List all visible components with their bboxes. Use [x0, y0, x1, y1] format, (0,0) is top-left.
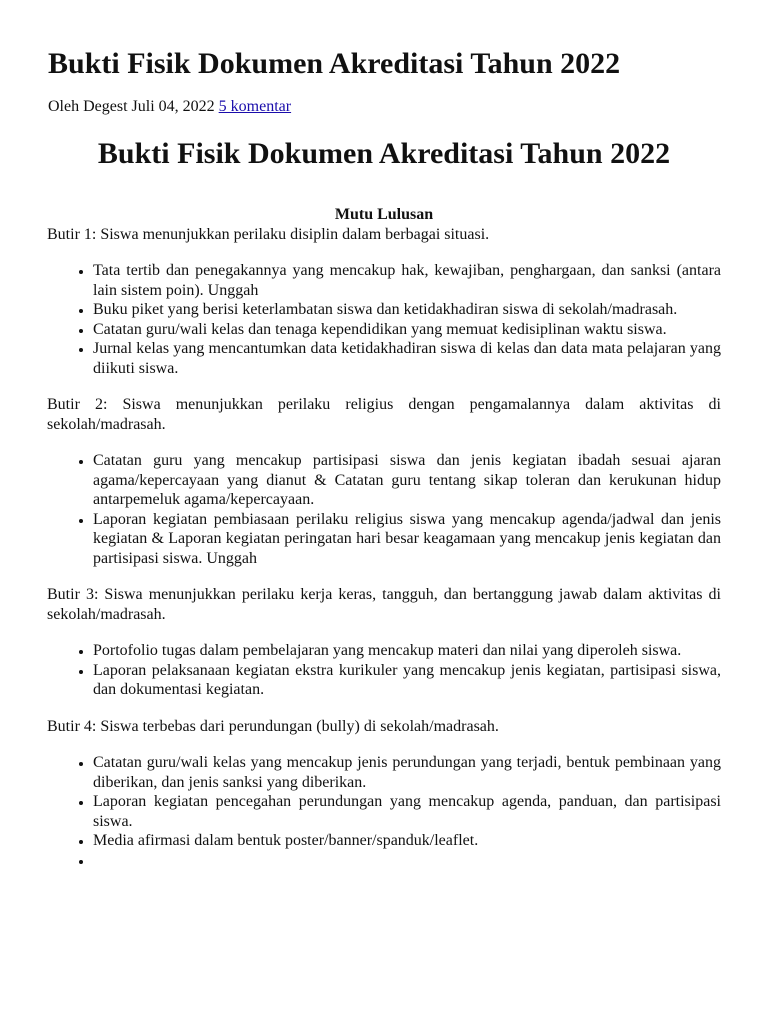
butir-4-list [47, 753, 721, 870]
post-meta [48, 97, 291, 117]
list-item: • Laporan kegiatan pencegahan perundungan yang mencakup agenda, panduan, dan partisipasi siswa. [93, 792, 721, 831]
list-item: • Catatan guru/wali kelas dan tenaga kependidikan yang memuat kedisiplinan waktu siswa. [93, 320, 721, 340]
article-body [47, 134, 721, 870]
list-item: • Catatan guru yang mencakup partisipasi siswa dan jenis kegiatan ibadah sesuai ajaran agama/kepercayaan yang dianut & Catatan guru tentang sikap toleran dan kerukunan hidup antarpemeluk agama/kepercayaan. [93, 451, 721, 510]
article-heading: Bukti Fisik Dokumen Akreditasi Tahun 2022 [97, 137, 671, 170]
butir-4-text: Butir 4: Siswa terbebas dari perundungan (bully) di sekolah/madrasah. [47, 717, 499, 735]
section-title: Mutu Lulusan [334, 206, 434, 223]
butir-1-list [47, 261, 721, 378]
post-title: Bukti Fisik Dokumen Akreditasi Tahun 2022 [48, 47, 621, 80]
list-item: • Catatan guru/wali kelas yang mencakup jenis perundungan yang terjadi, bentuk pembinaan yang diberikan, dan jenis sanksi yang diberikan. [93, 753, 721, 792]
list-item: • Portofolio tugas dalam pembelajaran yang mencakup materi dan nilai yang diperoleh siswa. [93, 641, 721, 661]
butir-3-text: Butir 3: Siswa menunjukkan perilaku kerja keras, tangguh, dan bertanggung jawab dalam aktivitas di sekolah/madrasah. [47, 586, 721, 623]
butir-2-text: Butir 2: Siswa menunjukkan perilaku religius dengan pengamalannya dalam aktivitas di sekolah/madrasah. [47, 396, 721, 433]
comments-link[interactable]: 5 komentar [218, 98, 292, 115]
list-item-empty [93, 851, 721, 870]
list-item: • Jurnal kelas yang mencantumkan data ketidakhadiran siswa di kelas dan data mata pelajaran yang diikuti siswa. [93, 339, 721, 378]
butir-2-list [47, 451, 721, 568]
butir-3-list [47, 641, 721, 700]
list-item: • Tata tertib dan penegakannya yang mencakup hak, kewajiban, penghargaan, dan sanksi (antara lain sistem poin). Unggah [93, 261, 721, 300]
list-item: • Laporan pelaksanaan kegiatan ekstra kurikuler yang mencakup jenis kegiatan, partisipasi siswa, dan dokumentasi kegiatan. [93, 661, 721, 700]
list-item: • Laporan kegiatan pembiasaan perilaku religius siswa yang mencakup agenda/jadwal dan jenis kegiatan & Laporan kegiatan peringatan hari besar keagamaan yang mencakup jenis kegiatan dan partisipasi siswa. Unggah [93, 510, 721, 569]
byline: Oleh Degest Juli 04, 2022 [48, 98, 215, 115]
list-item: • Media afirmasi dalam bentuk poster/banner/spanduk/leaflet. [93, 831, 721, 851]
butir-1-text: Butir 1: Siswa menunjukkan perilaku disiplin dalam berbagai situasi. [47, 225, 490, 243]
list-item: • Buku piket yang berisi keterlambatan siswa dan ketidakhadiran siswa di sekolah/madrasah. [93, 300, 721, 320]
